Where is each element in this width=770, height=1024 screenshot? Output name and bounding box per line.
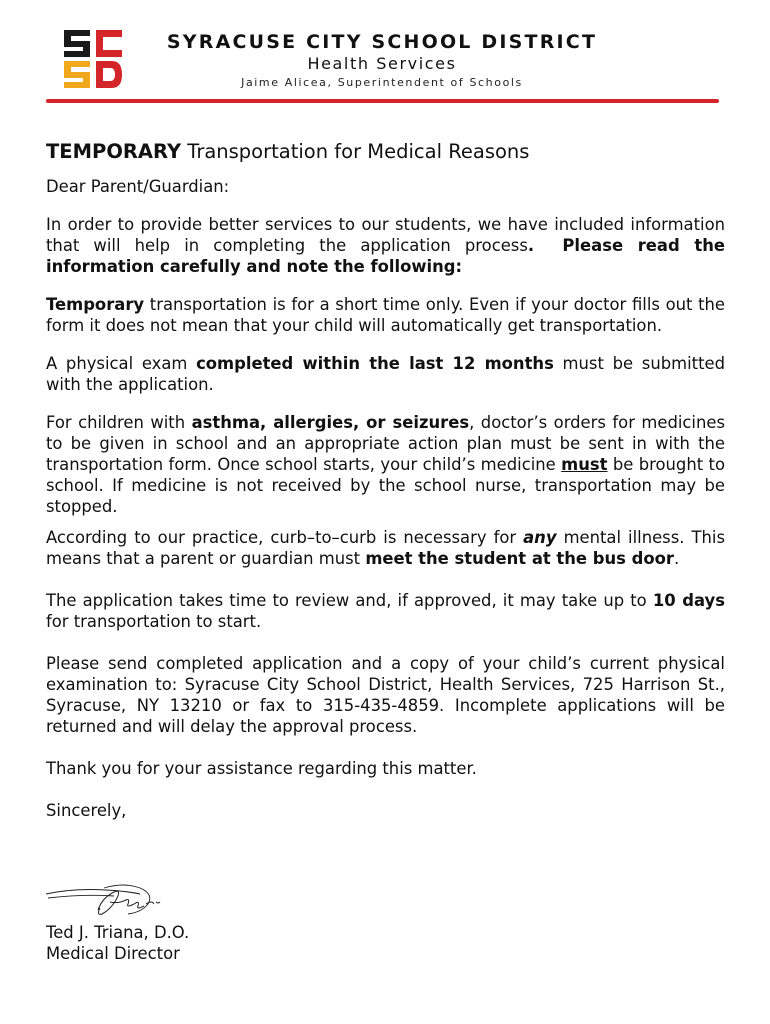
logo-c-top-right	[96, 30, 122, 57]
p4-post: be brought to school. If medicine is not received by the school nurse, transportation may be stopped.	[46, 455, 725, 516]
p6-pre: The application takes time to review and, if approved, it may take up to	[46, 591, 653, 610]
signer-title: Medical Director	[46, 944, 180, 963]
paragraph-review-time	[46, 590, 725, 632]
p2-bold: Temporary	[46, 295, 145, 314]
title-rest: Transportation for Medical Reasons	[181, 140, 530, 163]
closing: Sincerely,	[46, 801, 127, 820]
p1-period: .	[527, 236, 535, 255]
p4-mid: , doctor’s orders for medicines to be given in school and an appropriate action plan must be sent in with the transportation form. Once school starts, your child’s medicine	[46, 413, 725, 474]
paragraph-medications	[46, 412, 725, 517]
p5-post: .	[673, 549, 680, 568]
title-bold: TEMPORARY	[46, 140, 182, 163]
p1-bold: Please read the information carefully and note the following:	[46, 236, 725, 276]
p3-post: must be submitted with the application.	[46, 354, 725, 394]
logo-d-bottom-right	[96, 61, 122, 88]
org-block	[140, 30, 624, 91]
paragraph-temporary	[46, 294, 725, 336]
letterhead	[0, 0, 770, 110]
p5-bold: meet the student at the bus door	[365, 549, 674, 568]
superintendent-line: Jaime Alicea, Superintendent of Schools	[241, 76, 523, 89]
p6-bold: 10 days	[652, 591, 725, 610]
org-name: SYRACUSE CITY SCHOOL DISTRICT	[166, 31, 598, 53]
greeting: Dear Parent/Guardian:	[46, 177, 230, 196]
paragraph-intro	[46, 214, 725, 277]
paragraph-curb-to-curb	[46, 527, 725, 569]
paragraph-send-application: Please send completed application and a copy of your child’s current physical examination to: Syracuse City School District, Health Services, 725 Harrison St., Syracuse, NY 13210 or fax to 315-435-4859. Incomplete applications will be returned and will delay the approval process.	[46, 654, 725, 736]
handwritten-signature	[44, 880, 174, 922]
letter-title	[46, 139, 529, 165]
scsd-logo	[60, 26, 126, 92]
paragraph-thanks: Thank you for your assistance regarding this matter.	[46, 759, 477, 778]
p4-pre: For children with	[46, 413, 192, 432]
paragraph-physical-exam	[46, 353, 725, 395]
p4-must: must	[561, 455, 608, 474]
signer-name: Ted J. Triana, D.O.	[46, 923, 190, 942]
letter-body	[46, 176, 725, 821]
p3-bold: completed within the last 12 months	[196, 354, 554, 373]
department-name: Health Services	[307, 54, 457, 73]
p5-pre: According to our practice, curb–to–curb is necessary for	[46, 528, 524, 547]
p6-post: for transportation to start.	[46, 612, 262, 631]
logo-s-top-left	[64, 30, 90, 57]
p2-text: transportation is for a short time only. Even if your doctor fills out the form it does not mean that your child will automatically get transportation.	[46, 295, 725, 335]
logo-s-bottom-left	[64, 61, 90, 88]
p4-bold: asthma, allergies, or seizures	[191, 413, 470, 432]
p5-any: any	[523, 528, 557, 547]
header-rule	[46, 99, 719, 103]
p3-pre: A physical exam	[46, 354, 197, 373]
p5-mid: mental illness. This means that a parent or guardian must	[46, 528, 725, 568]
p1-text: In order to provide better services to our students, we have included information that will help in completing the application process	[46, 215, 725, 255]
signer-block	[46, 922, 189, 964]
